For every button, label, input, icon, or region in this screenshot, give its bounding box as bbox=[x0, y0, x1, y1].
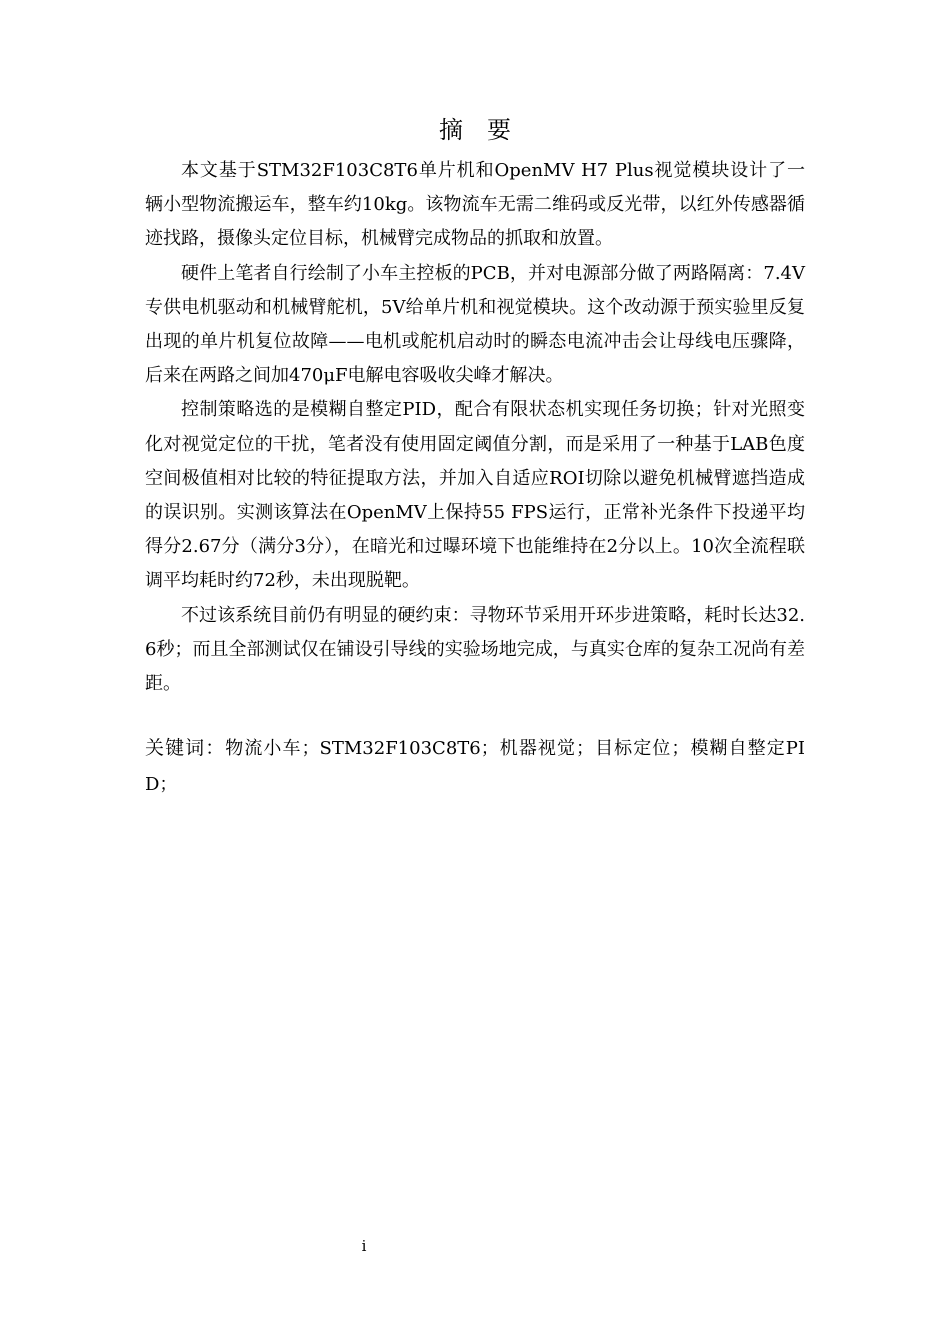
page-number: i bbox=[361, 1237, 367, 1255]
abstract-body bbox=[145, 154, 805, 701]
keywords-label: 关键词： bbox=[145, 737, 226, 759]
keywords-line bbox=[145, 730, 805, 803]
abstract-paragraph-2: 硬件上笔者自行绘制了小车主控板的PCB，并对电源部分做了两路隔离：7.4V专供电机驱动和机械臂舵机，5V给单片机和视觉模块。这个改动源于预实验里反复出现的单片机复位故障——电机或舵机启动时的瞬态电流冲击会让母线电压骤降，后来在两路之间加470μF电解电容吸收尖峰才解决。 bbox=[145, 262, 805, 387]
keywords-text: 物流小车；STM32F103C8T6；机器视觉；目标定位；模糊自整定PID； bbox=[145, 738, 805, 795]
abstract-paragraph-1: 本文基于STM32F103C8T6单片机和OpenMV H7 Plus视觉模块设计了一辆小型物流搬运车，整车约10kg。该物流车无需二维码或反光带，以红外传感器循迹找路，摄像头定位目标，机械臂完成物品的抓取和放置。 bbox=[145, 160, 805, 250]
abstract-paragraph-4: 不过该系统目前仍有明显的硬约束：寻物环节采用开环步进策略，耗时长达32.6秒；而且全部测试仅在铺设引导线的实验场地完成，与真实仓库的复杂工况尚有差距。 bbox=[145, 604, 805, 695]
abstract-title: 摘要 bbox=[439, 116, 535, 144]
abstract-paragraph-3: 控制策略选的是模糊自整定PID，配合有限状态机实现任务切换；针对光照变化对视觉定位的干扰，笔者没有使用固定阈值分割，而是采用了一种基于LAB色度空间极值相对比较的特征提取方法，并加入自适应ROI切除以避免机械臂遮挡造成的误识别。实测该算法在OpenMV上保持55 FPS运行，正常补光条件下投递平均得分2.67分（满分3分），在暗光和过曝环境下也能维持在2分以上。10次全流程联调平均耗时约72秒，未出现脱靶。 bbox=[145, 399, 805, 592]
